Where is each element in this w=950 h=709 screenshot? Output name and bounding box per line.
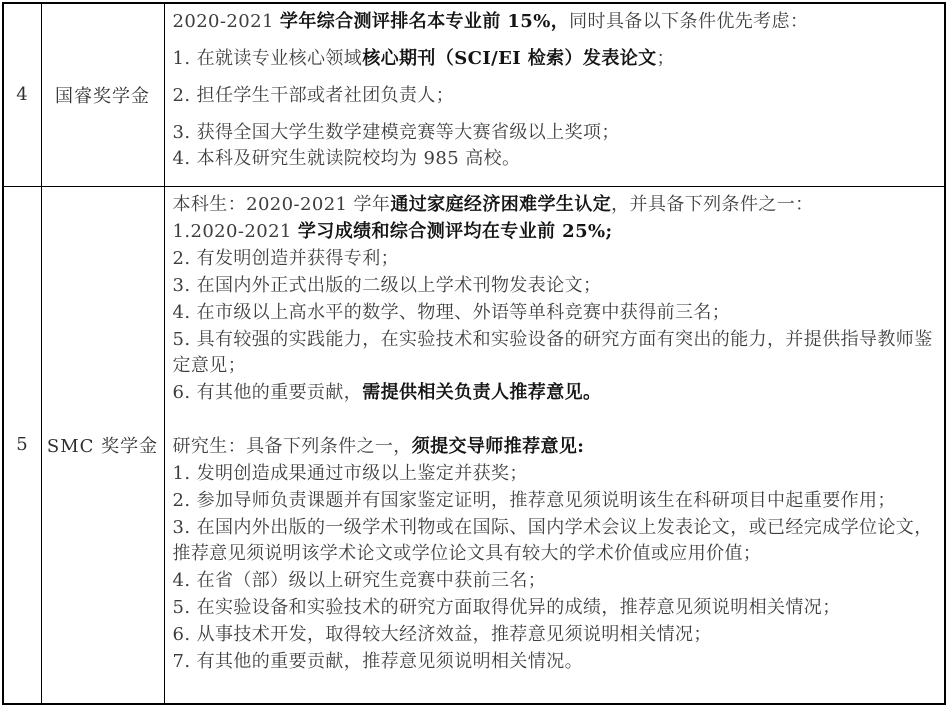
table-row	[3, 3, 945, 186]
text-run: 5. 在实验设备和实验技术的研究方面取得优异的成绩，推荐意见须说明相关情况；	[172, 596, 841, 618]
text-run: 2. 参加导师负责课题并有国家鉴定证明，推荐意见须说明该生在科研项目中起重要作用；	[172, 489, 896, 511]
criteria-paragraph	[173, 515, 937, 567]
scholarship-table	[2, 2, 946, 705]
bold-text-run: 通过家庭经济困难学生认定	[390, 193, 612, 215]
text-run: 6. 有其他的重要贡献，	[172, 381, 363, 403]
criteria-paragraph	[173, 146, 937, 172]
criteria-paragraph	[173, 120, 937, 146]
text-run: 6. 从事技术开发，取得较大经济效益，推荐意见须说明相关情况；	[172, 623, 712, 645]
criteria-paragraph	[173, 488, 937, 514]
criteria-paragraph	[173, 46, 937, 72]
bold-text-run: 核心期刊（SCI/EI 检索）发表论文	[362, 48, 657, 69]
text-run: ；	[656, 48, 675, 69]
criteria-paragraph	[173, 380, 937, 406]
row-number-cell: 4	[3, 3, 41, 186]
text-run: 7. 有其他的重要贡献，推荐意见须说明相关情况。	[172, 650, 583, 672]
text-run: 4. 在市级以上高水平的数学、物理、外语等单科竞赛中获得前三名；	[172, 301, 731, 323]
text-run: 1. 在就读专业核心领域	[172, 48, 363, 69]
table-body	[3, 3, 945, 704]
text-run: 3. 在国内外出版的一级学术刊物或在国际、国内学术会议上发表论文，或已经完成学位论文，推荐意见须说明该学术论文或学位论文具有较大的学术价值或应用价值；	[172, 516, 933, 564]
criteria-paragraph	[173, 83, 937, 109]
row-number-cell: 5	[3, 186, 41, 704]
text-run: 2. 担任学生干部或者社团负责人；	[172, 85, 455, 106]
text-run: ，并具备下列条件之一：	[611, 193, 814, 215]
text-run: 4. 在省（部）级以上研究生竞赛中获前三名；	[172, 569, 547, 591]
bold-text-run: 学年综合测评排名本专业前 15%，	[279, 11, 570, 32]
criteria-paragraph	[173, 568, 937, 594]
criteria-paragraph	[173, 192, 937, 218]
criteria-cell	[164, 186, 945, 704]
criteria-paragraph	[173, 273, 937, 299]
table-row	[3, 186, 945, 704]
text-run: 3. 获得全国大学生数学建模竞赛等大赛省级以上奖项；	[172, 122, 620, 143]
criteria-paragraph	[173, 461, 937, 487]
text-run: 2020-2021	[172, 11, 280, 32]
criteria-paragraph	[173, 649, 937, 675]
bold-text-run: 学习成绩和综合测评均在专业前 25%;	[297, 220, 613, 242]
text-run: 1. 发明创造成果通过市级以上鉴定并获奖；	[172, 462, 528, 484]
criteria-cell	[164, 3, 945, 186]
text-run: 本科生：2020-2021 学年	[172, 193, 391, 215]
text-run: 5. 具有较强的实践能力，在实验技术和实验设备的研究方面有突出的能力，并提供指导教师鉴定意见；	[172, 328, 933, 376]
criteria-paragraph	[173, 434, 937, 460]
scholarship-name-cell: SMC 奖学金	[41, 186, 164, 704]
criteria-paragraph	[173, 219, 937, 245]
criteria-paragraph	[173, 300, 937, 326]
text-run: 3. 在国内外正式出版的二级以上学术刊物发表论文；	[172, 274, 602, 296]
text-run: 1.2020-2021	[172, 220, 298, 242]
text-run: 同时具备以下条件优先考虑：	[569, 11, 809, 32]
criteria-paragraph	[173, 327, 937, 379]
bold-text-run: 需提供相关负责人推荐意见。	[362, 381, 602, 403]
text-run: 4. 本科及研究生就读院校均为 985 高校。	[172, 148, 521, 169]
text-run: 研究生：具备下列条件之一，	[172, 435, 412, 457]
criteria-paragraph	[173, 246, 937, 272]
criteria-paragraph	[173, 622, 937, 648]
scholarship-name-cell: 国睿奖学金	[41, 3, 164, 186]
criteria-paragraph	[173, 595, 937, 621]
criteria-paragraph	[173, 9, 937, 35]
bold-text-run: 须提交导师推荐意见:	[411, 435, 585, 457]
text-run: 2. 有发明创造并获得专利；	[172, 247, 399, 269]
blank-line	[173, 407, 937, 433]
